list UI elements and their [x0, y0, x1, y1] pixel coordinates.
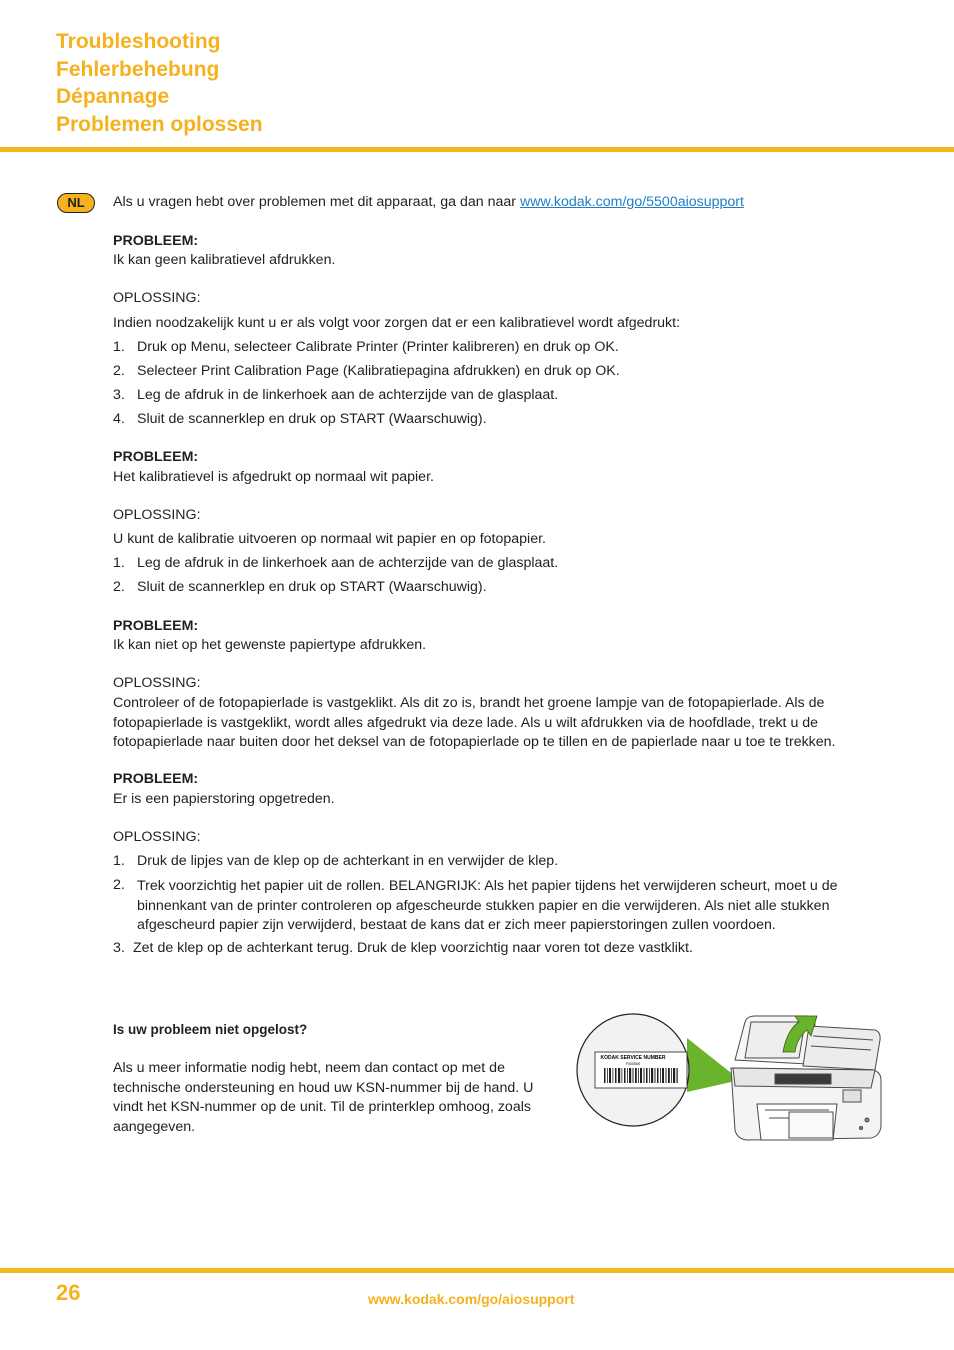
footer-rule [0, 1268, 954, 1273]
step-number: 1. [113, 339, 125, 355]
printer-drawing [731, 1016, 881, 1140]
solution-intro: U kunt de kalibratie uitvoeren op normaal wit papier en op fotopapier. [113, 531, 546, 547]
page-titles [56, 28, 263, 138]
step-text: Zet de klep op de achterkant terug. Druk de klep voorzichtig naar voren tot deze vastklikt. [133, 940, 693, 956]
step-number: 2. [113, 579, 125, 595]
printer-ksn-illustration [575, 1008, 887, 1143]
help-text: Als u meer informatie nodig hebt, neem dan contact op met de technische ondersteuning en houd uw KSN-nummer bij de hand. U vindt het KSN-nummer op de unit. Til de printerklep omhoog, zoals aangegeven. [113, 1060, 534, 1135]
problem-text: Ik kan niet op het gewenste papiertype afdrukken. [113, 637, 427, 653]
solution-label: OPLOSSING: [113, 675, 201, 691]
label-code: F00056S [625, 1062, 641, 1066]
title-de: Fehlerbehebung [56, 57, 220, 81]
step-text: Sluit de scannerklep en druk op START (Waarschuwig). [137, 411, 487, 427]
intro-line [113, 194, 744, 210]
solution-label: OPLOSSING: [113, 290, 201, 306]
problem-text: Er is een papierstoring opgetreden. [113, 791, 335, 807]
step-text: Druk op Menu, selecteer Calibrate Printer (Printer kalibreren) en druk op OK. [137, 339, 619, 355]
step-text: Selecteer Print Calibration Page (Kalibratiepagina afdrukken) en druk op OK. [137, 363, 620, 379]
solution-label: OPLOSSING: [113, 507, 201, 523]
problem-label: PROBLEEM: [113, 449, 199, 465]
solution-paragraph: Controleer of de fotopapierlade is vastgeklikt. Als dit zo is, brandt het groene lampje van de fotopapierlade. Als de fotopapierlade is vastgeklikt, wordt alles afgedrukt via deze lade. Als u wilt afdrukken via de hoofdlade, trekt u de fotopapierlade naar buiten door het deksel van de fotopapierlade op te tillen en de papierlade naar u toe te trekken. [113, 695, 836, 750]
step-number: 4. [113, 411, 125, 427]
intro-text: Als u vragen hebt over problemen met dit apparaat, ga dan naar [113, 194, 517, 210]
language-badge: NL [57, 193, 95, 213]
support-link[interactable]: www.kodak.com/go/5500aiosupport [519, 194, 744, 210]
step-text: Leg de afdruk in de linkerhoek aan de achterzijde van de glasplaat. [137, 555, 559, 571]
problem-label: PROBLEEM: [113, 771, 199, 787]
page-number: 26 [56, 1280, 81, 1305]
title-fr: Dépannage [56, 85, 170, 108]
step-number: 3. [113, 387, 125, 403]
step-number: 2. [113, 877, 125, 893]
solution-intro: Indien noodzakelijk kunt u er als volgt voor zorgen dat er een kalibratievel wordt afgedrukt: [113, 315, 681, 331]
step-number: 1. [113, 555, 125, 571]
barcode [603, 1068, 679, 1083]
solution-label: OPLOSSING: [113, 829, 201, 845]
step-number: 2. [113, 363, 125, 379]
problem-text: Het kalibratievel is afgedrukt op normaal wit papier. [113, 469, 434, 485]
label-title: KODAK SERVICE NUMBER [600, 1055, 666, 1061]
step-text: Trek voorzichtig het papier uit de rollen. BELANGRIJK: Als het papier tijdens het verwijderen scheurt, moet u de binnenkant van de printer controleren op afgescheurde stukken papier en die verwijderen. Als niet alle stukken afgescheurd papier zijn verwijderd, bestaat de kans dat er zich meer papierstoringen zullen voordoen. [137, 878, 838, 933]
title-en: Troubleshooting [56, 30, 221, 53]
step-text: Sluit de scannerklep en druk op START (Waarschuwig). [137, 579, 487, 595]
step-number: 3. [113, 940, 125, 956]
help-title: Is uw probleem niet opgelost? [113, 1022, 308, 1037]
step-number: 1. [113, 853, 125, 869]
problem-text: Ik kan geen kalibratievel afdrukken. [113, 252, 336, 268]
header-rule [0, 147, 954, 152]
footer-url[interactable]: www.kodak.com/go/aiosupport [368, 1291, 575, 1307]
step-text: Leg de afdruk in de linkerhoek aan de achterzijde van de glasplaat. [137, 387, 559, 403]
title-nl: Problemen oplossen [56, 112, 263, 136]
step-text: Druk de lipjes van de klep op de achterkant in en verwijder de klep. [137, 853, 559, 869]
problem-label: PROBLEEM: [113, 618, 199, 634]
problem-label: PROBLEEM: [113, 233, 199, 249]
